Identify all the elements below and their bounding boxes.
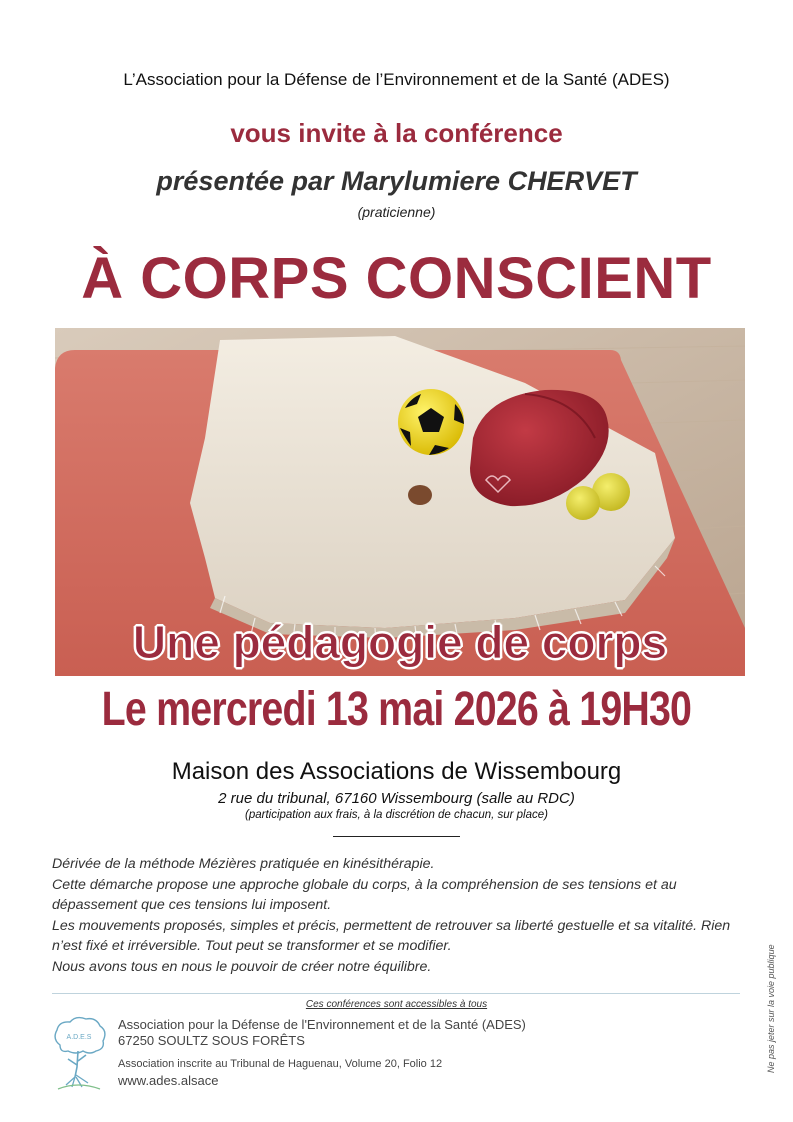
event-date: Le mercredi 13 mai 2026 à 19H30: [101, 683, 692, 736]
event-address: 2 rue du tribunal, 67160 Wissembourg (salle au RDC): [218, 790, 575, 807]
ades-tree-logo-icon: [48, 1015, 110, 1090]
footer-organization: Association pour la Défense de l'Environnement et de la Santé (ADES): [118, 1017, 526, 1032]
footer-address: 67250 SOULTZ SOUS FORÊTS: [118, 1033, 305, 1048]
organizer-line: L’Association pour la Défense de l’Environnement et de la Santé (ADES): [123, 70, 670, 89]
description-text: [52, 854, 748, 978]
footer-info: [118, 1017, 526, 1089]
description-paragraph: Nous avons tous en nous le pouvoir de créer notre équilibre.: [52, 958, 432, 975]
description-paragraph: Les mouvements proposés, simples et précis, permettent de retrouver sa liberté gestuelle et sa vitalité. Rien n’est fixé et irréversible. Tout peut se transformer et se modifier.: [52, 917, 731, 955]
presenter-name: présentée par Marylumiere CHERVET: [156, 166, 637, 196]
conference-subtitle: Une pédagogie de corps: [132, 616, 668, 668]
conference-title: À CORPS CONSCIENT: [81, 246, 712, 311]
description-paragraph: Cette démarche propose une approche globale du corps, à la compréhension de ses tensions et au dépassement que ces tensions lui imposent.: [52, 876, 677, 914]
presenter-role: (praticienne): [357, 204, 436, 220]
litter-notice: Ne pas jeter sur la voie publique: [766, 944, 776, 1073]
soccer-ball-icon: [398, 389, 464, 455]
description-paragraph: Dérivée de la méthode Mézières pratiquée en kinésithérapie.: [52, 856, 435, 872]
footer-website-link[interactable]: www.ades.alsace: [118, 1073, 219, 1088]
participation-note: (participation aux frais, à la discrétion de chacun, sur place): [245, 809, 548, 821]
access-note: Ces conférences sont accessibles à tous: [305, 999, 488, 1010]
separator-line: [333, 836, 460, 837]
svg-text:A.D.E.S: A.D.E.S: [66, 1034, 92, 1041]
invite-heading: vous invite à la conférence: [230, 118, 563, 148]
footer-registration: Association inscrite au Tribunal de Haguenau, Volume 20, Folio 12: [118, 1058, 443, 1070]
event-venue: Maison des Associations de Wissembourg: [171, 758, 622, 785]
chestnut-icon: [408, 485, 432, 505]
footer-divider: [52, 993, 740, 994]
